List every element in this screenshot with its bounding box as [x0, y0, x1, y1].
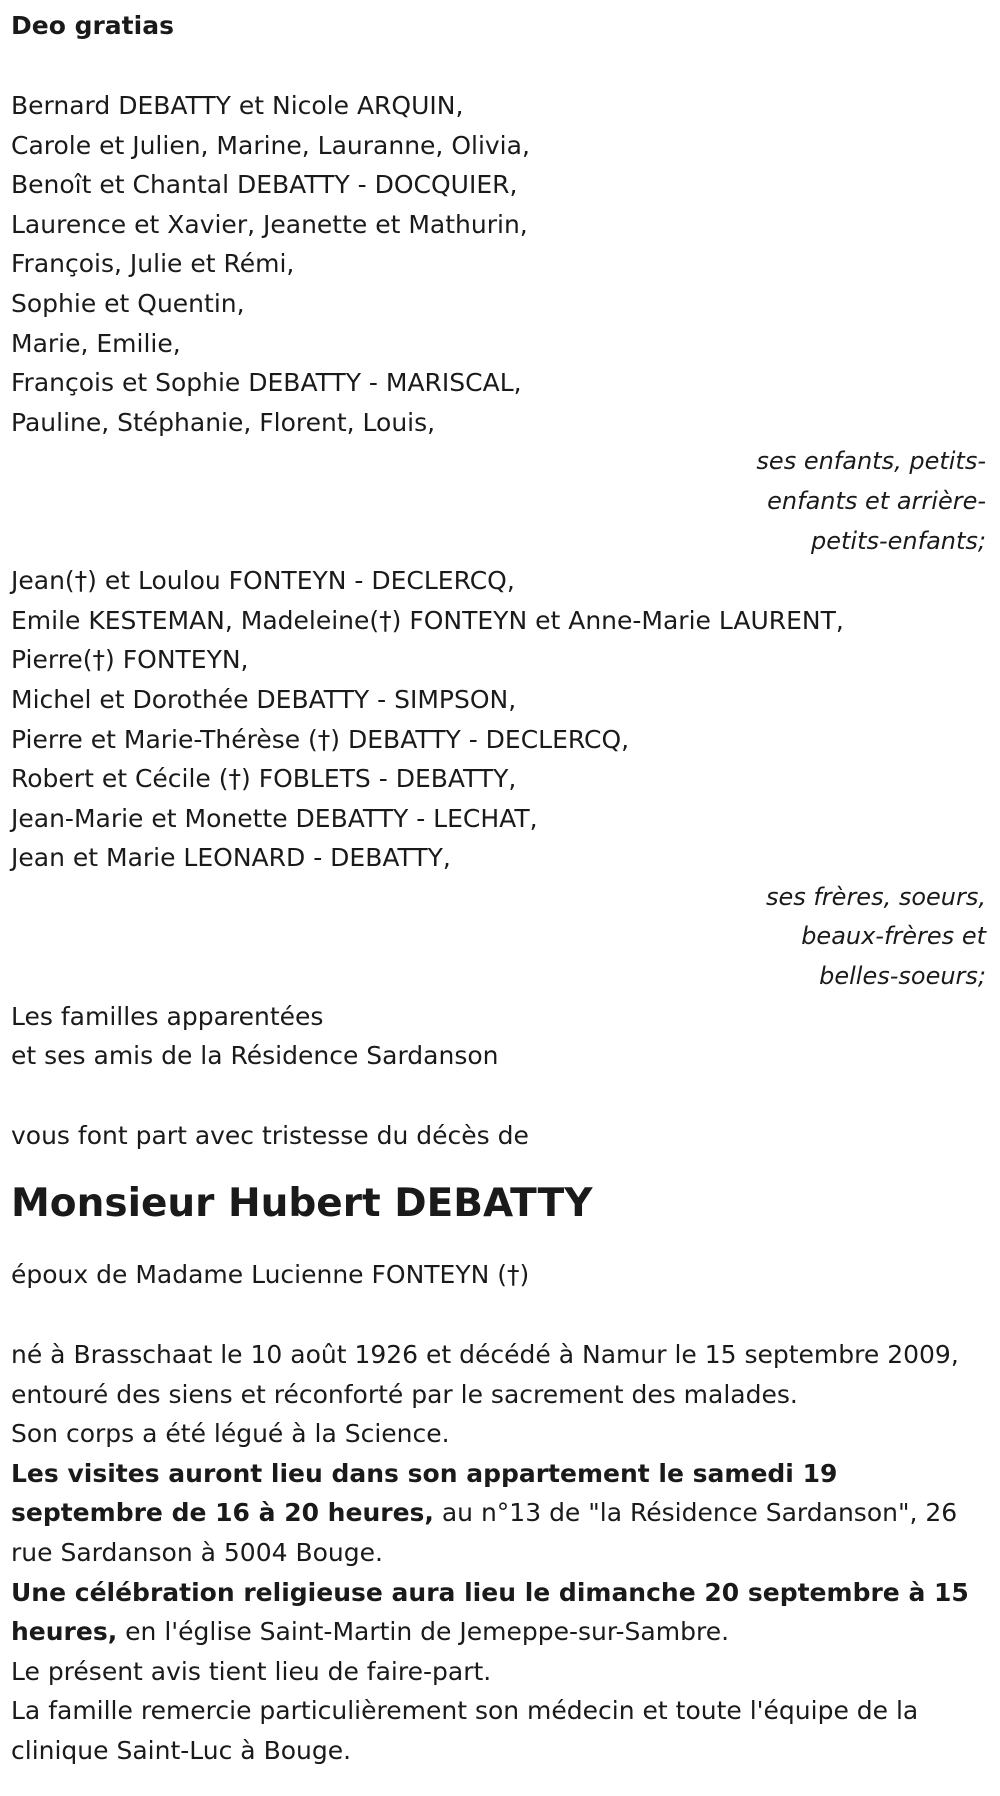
family-line: Jean et Marie LEONARD - DEBATTY, — [11, 843, 451, 873]
family-line: Robert et Cécile (†) FOBLETS - DEBATTY, — [11, 764, 517, 794]
spacer — [11, 1295, 986, 1335]
visits-text — [11, 1454, 986, 1573]
spacer — [11, 46, 986, 86]
siblings-list — [11, 561, 986, 997]
thanks-text: La famille remercie particulièrement son médecin et toute l'équipe de la clinique Saint-Luc à Bouge. — [11, 1696, 919, 1765]
family-line: Bernard DEBATTY et Nicole ARQUIN, — [11, 91, 464, 120]
body-donation-text: Son corps a été légué à la Science. — [11, 1419, 450, 1449]
details-paragraph — [11, 1335, 986, 1771]
family-line: Pierre(†) FONTEYN, — [11, 645, 249, 675]
role-line: enfants et arrière- — [767, 486, 986, 515]
notice-text: Le présent avis tient lieu de faire-part. — [11, 1656, 492, 1686]
family-line: Laurence et Xavier, Jeanette et Mathurin, — [11, 209, 528, 239]
header-title: Deo gratias — [11, 11, 174, 40]
family-line: Sophie et Quentin, — [11, 288, 245, 318]
family-line: Jean-Marie et Monette DEBATTY - LECHAT, — [11, 803, 538, 833]
spacer — [11, 1076, 986, 1116]
family-line: François et Sophie DEBATTY - MARISCAL, — [11, 368, 522, 398]
family-line: Marie, Emilie, — [11, 328, 181, 358]
obituary-notice — [11, 0, 986, 1771]
ceremony-rest: en l'église Saint-Martin de Jemeppe-sur-Sambre. — [117, 1617, 730, 1647]
families-line: Les familles apparentées — [11, 1001, 324, 1031]
families-block — [11, 997, 986, 1076]
family-line: Benoît et Chantal DEBATTY - DOCQUIER, — [11, 170, 518, 200]
announcement: vous font part avec tristesse du décès de — [11, 1120, 529, 1150]
role-line: belles-soeurs; — [819, 962, 986, 991]
role-line: beaux-frères et — [801, 922, 986, 951]
deceased-name: Monsieur Hubert DEBATTY — [11, 1181, 593, 1227]
family-line: Carole et Julien, Marine, Lauranne, Olivia, — [11, 130, 530, 160]
children-role — [11, 442, 986, 561]
family-line: Pierre et Marie-Thérèse (†) DEBATTY - DECLERCQ, — [11, 724, 630, 754]
family-line: François, Julie et Rémi, — [11, 249, 295, 279]
children-list — [11, 86, 986, 561]
spouse-line: époux de Madame Lucienne FONTEYN (†) — [11, 1260, 530, 1290]
birth-death-text: né à Brasschaat le 10 août 1926 et décédé à Namur le 15 septembre 2009, entouré des siens et réconforté par le sacrement des malades. — [11, 1340, 959, 1409]
role-line: petits-enfants; — [811, 526, 986, 555]
siblings-role — [11, 878, 986, 997]
ceremony-bold: Une célébration religieuse aura lieu le dimanche 20 septembre à 15 heures, — [11, 1577, 969, 1647]
family-line: Michel et Dorothée DEBATTY - SIMPSON, — [11, 684, 517, 714]
role-line: ses frères, soeurs, — [765, 882, 986, 911]
visits-rest: au n°13 de "la Résidence Sardanson", 26 rue Sardanson à 5004 Bouge. — [11, 1498, 958, 1567]
family-line: Emile KESTEMAN, Madeleine(†) FONTEYN et Anne-Marie LAURENT, — [11, 605, 844, 635]
family-line: Pauline, Stéphanie, Florent, Louis, — [11, 407, 436, 437]
visits-bold: Les visites auront lieu dans son appartement le samedi 19 septembre de 16 à 20 heures, — [11, 1458, 838, 1528]
friends-line: et ses amis de la Résidence Sardanson — [11, 1041, 499, 1071]
ceremony-text — [11, 1573, 986, 1652]
family-line: Jean(†) et Loulou FONTEYN - DECLERCQ, — [11, 566, 515, 596]
role-line: ses enfants, petits- — [756, 447, 986, 476]
